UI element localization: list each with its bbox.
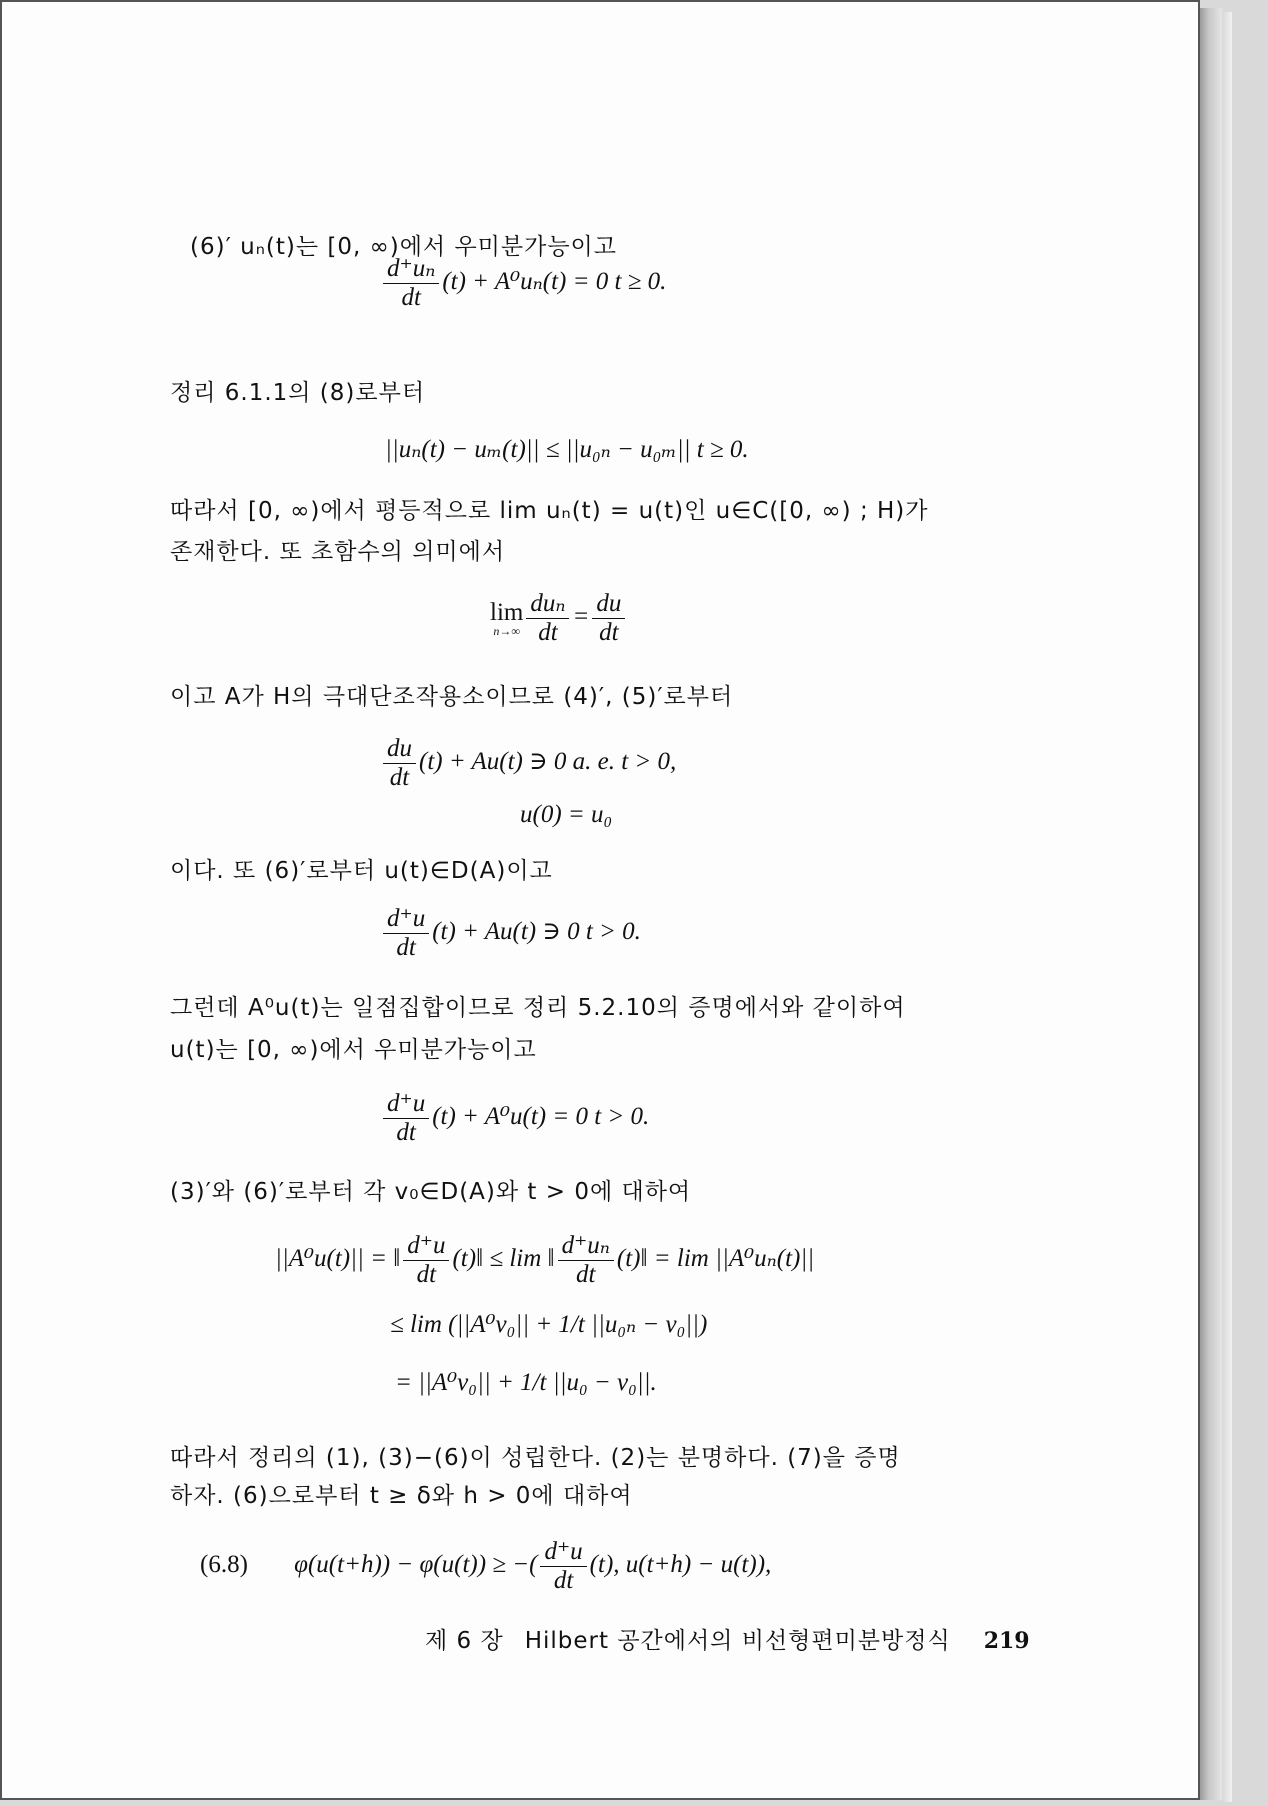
equation-text: ||A⁰u(t)|| = (275, 1245, 387, 1273)
equation-text: (t) (452, 1245, 477, 1273)
fraction-numerator: d⁺uₙ (383, 255, 439, 284)
fraction-numerator: du (592, 590, 625, 619)
fraction-denominator: dt (538, 619, 558, 646)
equation: u(0) = u₀ (520, 801, 613, 828)
lim-subscript: n→∞ (493, 623, 520, 638)
equation-text: (t), u(t+h) − u(t)), (589, 1551, 772, 1579)
fraction (383, 255, 439, 312)
text-line: 따라서 정리의 (1), (3)−(6)이 성립한다. (2)는 분명하다. (7)을 증명 (170, 1445, 901, 1471)
fraction (526, 590, 569, 647)
equation: = ||A⁰v₀|| + 1/t ||u₀ − v₀||. (395, 1369, 657, 1396)
fraction (383, 905, 429, 962)
equation-numbered (200, 1538, 771, 1595)
equation-text: φ(u(t+h)) − φ(u(t)) ≥ −( (294, 1551, 538, 1579)
equation-text: (t) (616, 1245, 641, 1273)
fraction-numerator: duₙ (526, 590, 569, 619)
fraction-numerator: du (383, 735, 416, 764)
page-number: 219 (983, 1628, 1030, 1654)
equation-text: (t) + A⁰uₙ(t) = 0 t ≥ 0. (442, 268, 667, 296)
fraction-denominator: dt (396, 1119, 416, 1146)
fraction (558, 1232, 614, 1289)
fraction-numerator: d⁺u (383, 1090, 429, 1119)
text-line: (3)′와 (6)′로부터 각 v₀∈D(A)와 t > 0에 대하여 (170, 1179, 692, 1205)
equation-text: (t) + Au(t) ∋ 0 t > 0. (432, 918, 641, 946)
text-line: 하자. (6)으로부터 t ≥ δ와 h > 0에 대하여 (170, 1483, 633, 1509)
text-line: 존재한다. 또 초함수의 의미에서 (170, 539, 506, 565)
equation: lim n→∞ $\frac{\text{duₙ}}{dt}$ = $\frac{du}{dt}$ (490, 590, 628, 647)
footer-title: Hilbert 공간에서의 비선형편미분방정식 (524, 1628, 951, 1654)
fraction-numerator: d⁺u (403, 1232, 449, 1261)
fraction-numerator: d⁺u (383, 905, 429, 934)
footer-chapter: 제 6 장 (425, 1628, 504, 1654)
fraction-denominator: dt (576, 1261, 596, 1288)
running-footer (425, 1622, 1030, 1655)
equation-text: (t) + A⁰u(t) = 0 t > 0. (432, 1103, 650, 1131)
equation (380, 735, 676, 792)
limit-operator (490, 598, 524, 638)
fraction-denominator: dt (416, 1261, 437, 1288)
equation: ||uₙ(t) − uₘ(t)|| ≤ ||u₀ₙ − u₀ₘ|| t ≥ 0. (385, 436, 749, 463)
equation-text: (t) + Au(t) ∋ 0 a. e. t > 0, (419, 748, 677, 776)
fraction (592, 590, 625, 647)
fraction (383, 735, 416, 792)
lim-text: lim (490, 598, 524, 626)
equation-text: ≤ lim (489, 1245, 542, 1273)
fraction-denominator: dt (599, 619, 619, 646)
fraction (540, 1538, 586, 1595)
fraction (383, 1090, 429, 1147)
text-line: 정리 6.1.1의 (8)로부터 (170, 380, 426, 406)
fraction-denominator: dt (553, 1567, 574, 1594)
equation (380, 905, 641, 962)
text-line: u(t)는 [0, ∞)에서 우미분가능이고 (170, 1037, 537, 1063)
fraction-numerator: d⁺u (540, 1538, 586, 1567)
text-line: 이다. 또 (6)′로부터 u(t)∈D(A)이고 (170, 858, 553, 884)
fraction-numerator: d⁺uₙ (558, 1232, 614, 1261)
fraction-denominator: dt (401, 284, 421, 311)
fraction (403, 1232, 449, 1289)
page-edge-shadow (1200, 8, 1222, 1800)
text-line: (6)′ uₙ(t)는 [0, ∞)에서 우미분가능이고 (190, 234, 617, 260)
page-edge-highlight (1222, 12, 1232, 1802)
text-line: 이고 A가 H의 극대단조작용소이므로 (4)′, (5)′로부터 (170, 684, 734, 710)
equation: ≤ lim (||A⁰v₀|| + 1/t ||u₀ₙ − v₀||) (390, 1311, 708, 1338)
equation: ||A⁰u(t)|| = ‖ $\frac{d^+u}{dt}$ (t)‖ ≤ lim ‖ $\frac{\text{d⁺uₙ}}{dt}$ (t)‖ = lim ||A⁰uₙ(t)|| (275, 1232, 815, 1288)
text-line: 따라서 [0, ∞)에서 평등적으로 lim uₙ(t) = u(t)인 u∈C([0, ∞) ; H)가 (170, 498, 929, 524)
fraction-denominator: dt (396, 934, 416, 961)
text-line: 그런데 A⁰u(t)는 일점집합이므로 정리 5.2.10의 증명에서와 같이하여 (170, 995, 906, 1021)
fraction-denominator: dt (389, 764, 410, 791)
equation-number: (6.8) (200, 1551, 248, 1579)
equation (380, 1090, 649, 1147)
equation (380, 255, 666, 312)
equation-text: = lim ||A⁰uₙ(t)|| (653, 1245, 815, 1273)
